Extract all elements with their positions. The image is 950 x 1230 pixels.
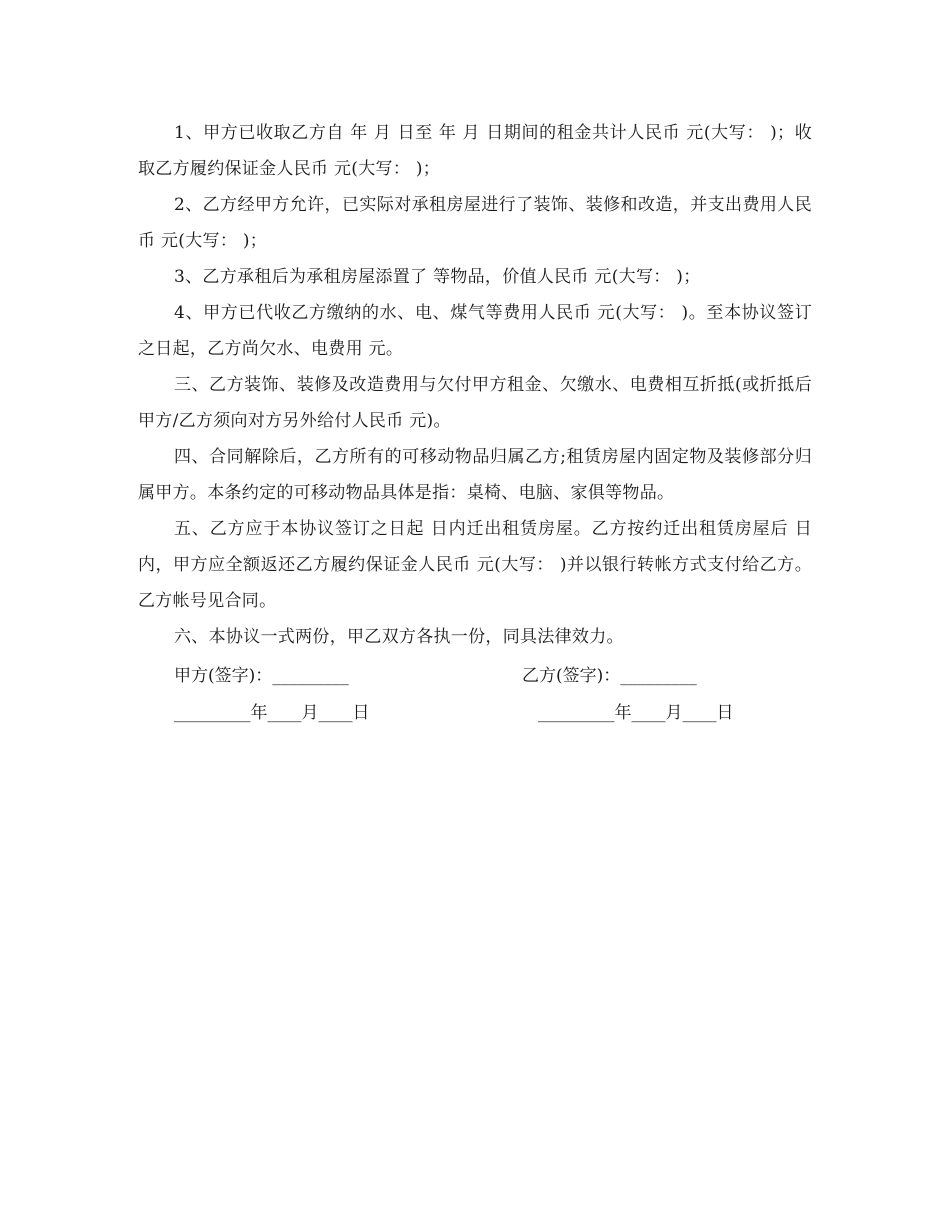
document-body [138, 115, 812, 655]
party-a-signature: 甲方(签字)：_________ [174, 666, 349, 686]
party-b-date: _________年____月____日 [538, 703, 734, 723]
clause-offset: 三、乙方装饰、装修及改造费用与欠付甲方租金、欠缴水、电费相互折抵(或折抵后甲方/乙方须向对方另外给付人民币 元)。 [138, 375, 812, 431]
date-row [174, 695, 774, 731]
clause-1: 1、甲方已收取乙方自 年 月 日至 年 月 日期间的租金共计人民币 元(大写： )；收取乙方履约保证金人民币 元(大写： )； [138, 123, 812, 179]
party-a-date: _________年____月____日 [174, 703, 370, 723]
clause-2: 2、乙方经甲方允许，已实际对承租房屋进行了装饰、装修和改造，并支出费用人民币 元(大写： )； [138, 195, 812, 251]
clause-moveout: 五、乙方应于本协议签订之日起 日内迁出租赁房屋。乙方按约迁出租赁房屋后 日内，甲方应全额返还乙方履约保证金人民币 元(大写： )并以银行转帐方式支付给乙方。乙方帐号见合同。 [138, 519, 812, 611]
signature-row [174, 658, 774, 694]
party-b-signature: 乙方(签字)：_________ [522, 666, 697, 686]
clause-3: 3、乙方承租后为承租房屋添置了 等物品，价值人民币 元(大写： )； [174, 267, 701, 287]
clause-copies: 六、本协议一式两份，甲乙双方各执一份，同具法律效力。 [174, 627, 624, 647]
clause-4: 4、甲方已代收乙方缴纳的水、电、煤气等费用人民币 元(大写： )。至本协议签订之日起，乙方尚欠水、电费用 元。 [138, 303, 812, 359]
clause-property: 四、合同解除后，乙方所有的可移动物品归属乙方;租赁房屋内固定物及装修部分归属甲方。本条约定的可移动物品具体是指：桌椅、电脑、家俱等物品。 [138, 447, 812, 503]
